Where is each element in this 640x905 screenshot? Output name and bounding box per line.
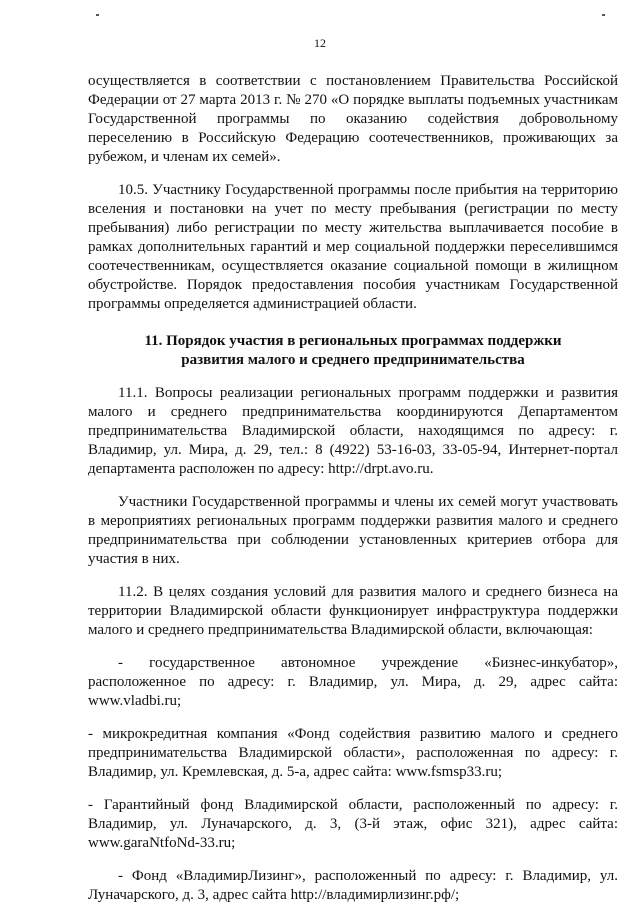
heading-line-2: развития малого и среднего предпринимательства xyxy=(181,352,525,368)
list-item-guarantee-fund: - Гарантийный фонд Владимирской области, расположенный по адресу: г. Владимир, ул. Луначарского, д. 3, (3-й этаж, офис 321), адрес сайта: www.garaNtfoNd-33.ru; xyxy=(88,797,618,851)
heading-line-1: 11. Порядок участия в региональных программах поддержки xyxy=(144,333,562,349)
list-item-microcredit-fund: - микрокредитная компания «Фонд содействия развитию малого и среднего предпринимательства Владимирской области», расположенная по адресу: г. Владимир, ул. Кремлевская, д. 5-а, адрес сайта: www.fsmsp33.ru; xyxy=(88,726,618,780)
scan-mark xyxy=(96,14,99,16)
page-number: 12 xyxy=(314,36,326,50)
scan-mark xyxy=(602,14,605,16)
paragraph-continuation: осуществляется в соответствии с постановлением Правительства Российской Федерации от 27 марта 2013 г. № 270 «О порядке выплаты подъемных участникам Государственной программы по оказанию содействия добровольному переселению в Российскую Федерацию соотечественников, проживающих за рубежом, и членам их семей». xyxy=(88,73,618,165)
paragraph-10-5: 10.5. Участнику Государственной программы после прибытия на территорию вселения и постановки на учет по месту пребывания (регистрации по месту пребывания) либо регистрации по месту жительства выплачивается пособие в рамках дополнительных гарантий и мер социальной поддержки переселившимся соотечественникам, осуществляется оказание социальной помощи в жилищном обустройстве. Порядок предоставления пособия участникам Государственной программы определяется администрацией области. xyxy=(88,182,618,312)
paragraph-11-2: 11.2. В целях создания условий для развития малого и среднего бизнеса на территории Владимирской области функционирует инфраструктура поддержки малого и среднего предпринимательства Владимирской области, включающая: xyxy=(88,584,618,638)
list-item-leasing-fund: - Фонд «ВладимирЛизинг», расположенный по адресу: г. Владимир, ул. Луначарского, д. 3, адрес сайта http://владимирлизинг.рф/; xyxy=(88,868,618,903)
section-heading-11 xyxy=(88,332,618,370)
document-body xyxy=(88,72,618,905)
paragraph-participants: Участники Государственной программы и члены их семей могут участвовать в мероприятиях региональных программ поддержки развития малого и среднего предпринимательства при соблюдении установленных критериев отбора для участия в них. xyxy=(88,494,618,567)
paragraph-11-1: 11.1. Вопросы реализации региональных программ поддержки и развития малого и среднего предпринимательства координируются Департаментом предпринимательства Владимирской области, находящимся по адресу: г. Владимир, ул. Мира, д. 29, тел.: 8 (4922) 53-16-03, 33-05-94, Интернет-портал департамента расположен по адресу: http://drpt.avo.ru. xyxy=(88,385,618,477)
list-item-business-incubator: - государственное автономное учреждение «Бизнес-инкубатор», расположенное по адресу: г. Владимир, ул. Мира, д. 29, адрес сайта: www.vladbi.ru; xyxy=(88,655,618,709)
